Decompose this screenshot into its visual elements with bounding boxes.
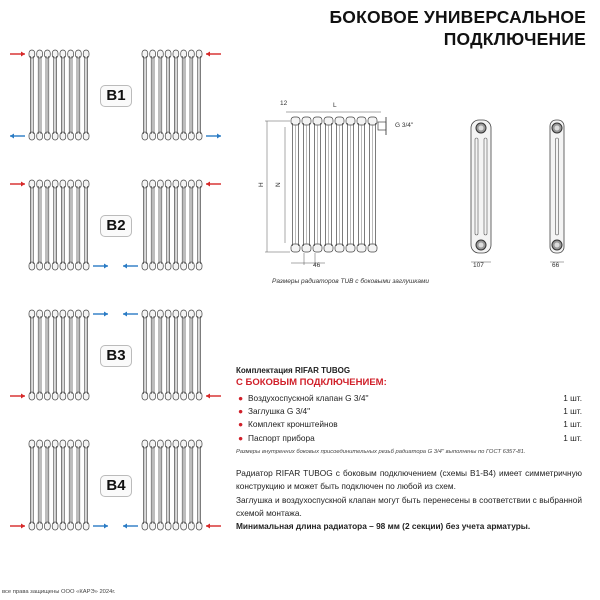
return-arrow-icon	[123, 264, 138, 269]
drawing-caption: Размеры радиаторов TUB с боковыми заглушками	[272, 278, 430, 285]
kit-item	[236, 391, 582, 404]
front-view	[291, 117, 386, 252]
return-arrow-icon	[10, 134, 25, 139]
radiator-icon	[29, 180, 89, 270]
scheme-label: B2	[100, 215, 132, 237]
description-p3: Минимальная длина радиатора – 98 мм (2 секции) без учета арматуры.	[236, 521, 531, 532]
bullet-icon: ●	[238, 392, 244, 403]
dim-46: 46	[313, 262, 321, 269]
copyright-footer: все права защищены ООО «КАРЭ» 2024г.	[2, 589, 116, 595]
title-line-2: ПОДКЛЮЧЕНИЕ	[443, 29, 586, 49]
supply-arrow-icon	[206, 394, 221, 399]
kit-item	[236, 418, 582, 431]
bullet-icon: ●	[238, 405, 244, 416]
side-view-66	[550, 120, 564, 262]
page-title	[329, 6, 586, 50]
bullet-icon: ●	[238, 432, 244, 443]
scheme-label: B4	[100, 475, 132, 497]
return-arrow-icon	[123, 524, 138, 529]
radiator-icon	[142, 440, 202, 530]
title-line-1: БОКОВОЕ УНИВЕРСАЛЬНОЕ	[329, 7, 586, 27]
radiator-icon	[142, 50, 202, 140]
supply-arrow-icon	[206, 182, 221, 187]
kit-item-name: Воздухоспускной клапан G 3/4''	[248, 392, 369, 403]
supply-arrow-icon	[10, 394, 25, 399]
kit-item-name: Заглушка G 3/4''	[248, 405, 311, 416]
kit-item-qty: 1 шт.	[563, 419, 582, 430]
kit-title: Комплектация RIFAR TUBOG	[236, 366, 351, 375]
kit-item-name: Комплект кронштейнов	[248, 419, 338, 430]
dim-12: 12	[280, 100, 288, 107]
supply-arrow-icon	[10, 182, 25, 187]
supply-arrow-icon	[206, 524, 221, 529]
dim-H: H	[258, 182, 265, 187]
dimension-drawing	[245, 95, 585, 275]
radiator-icon	[29, 440, 89, 530]
dim-66: 66	[552, 262, 560, 269]
kit-item	[236, 431, 582, 444]
side-view-107	[471, 120, 491, 262]
radiator-icon	[142, 310, 202, 400]
kit-item-qty: 1 шт.	[563, 405, 582, 416]
return-arrow-icon	[93, 264, 108, 269]
description	[236, 467, 582, 533]
kit-item-qty: 1 шт.	[563, 432, 582, 443]
radiator-icon	[29, 310, 89, 400]
scheme-label: B1	[100, 85, 132, 107]
scheme-label: B3	[100, 345, 132, 367]
supply-arrow-icon	[10, 52, 25, 57]
return-arrow-icon	[123, 312, 138, 317]
return-arrow-icon	[93, 312, 108, 317]
supply-arrow-icon	[10, 524, 25, 529]
kit-subtitle: С БОКОВЫМ ПОДКЛЮЧЕНИЕМ:	[236, 377, 387, 388]
dim-thread: G 3/4''	[395, 122, 414, 129]
description-p2: Заглушка и воздухоспускной клапан могут быть перенесены в соответствии с выбранной схемой монтажа.	[236, 494, 582, 518]
description-p1: Радиатор RIFAR TUBOG с боковым подключением (схемы B1-B4) имеет симметричную конструкцию и может быть подключен по любой из схем.	[236, 468, 582, 492]
thread-note: Размеры внутренних боковых присоединительных резьб радиатора G 3/4'' выполнены по ГОСТ 6357-81.	[236, 449, 526, 455]
kit-item-qty: 1 шт.	[563, 392, 582, 403]
radiator-icon	[142, 180, 202, 270]
return-arrow-icon	[93, 524, 108, 529]
dim-N: N	[275, 182, 282, 187]
kit-item-name: Паспорт прибора	[248, 432, 315, 443]
kit-list	[236, 366, 582, 444]
radiator-icon	[29, 50, 89, 140]
supply-arrow-icon	[206, 52, 221, 57]
dimension-lines	[265, 112, 381, 265]
bullet-icon: ●	[238, 419, 244, 430]
kit-item	[236, 404, 582, 417]
dim-L: L	[333, 102, 337, 109]
dim-107: 107	[473, 262, 484, 269]
return-arrow-icon	[206, 134, 221, 139]
